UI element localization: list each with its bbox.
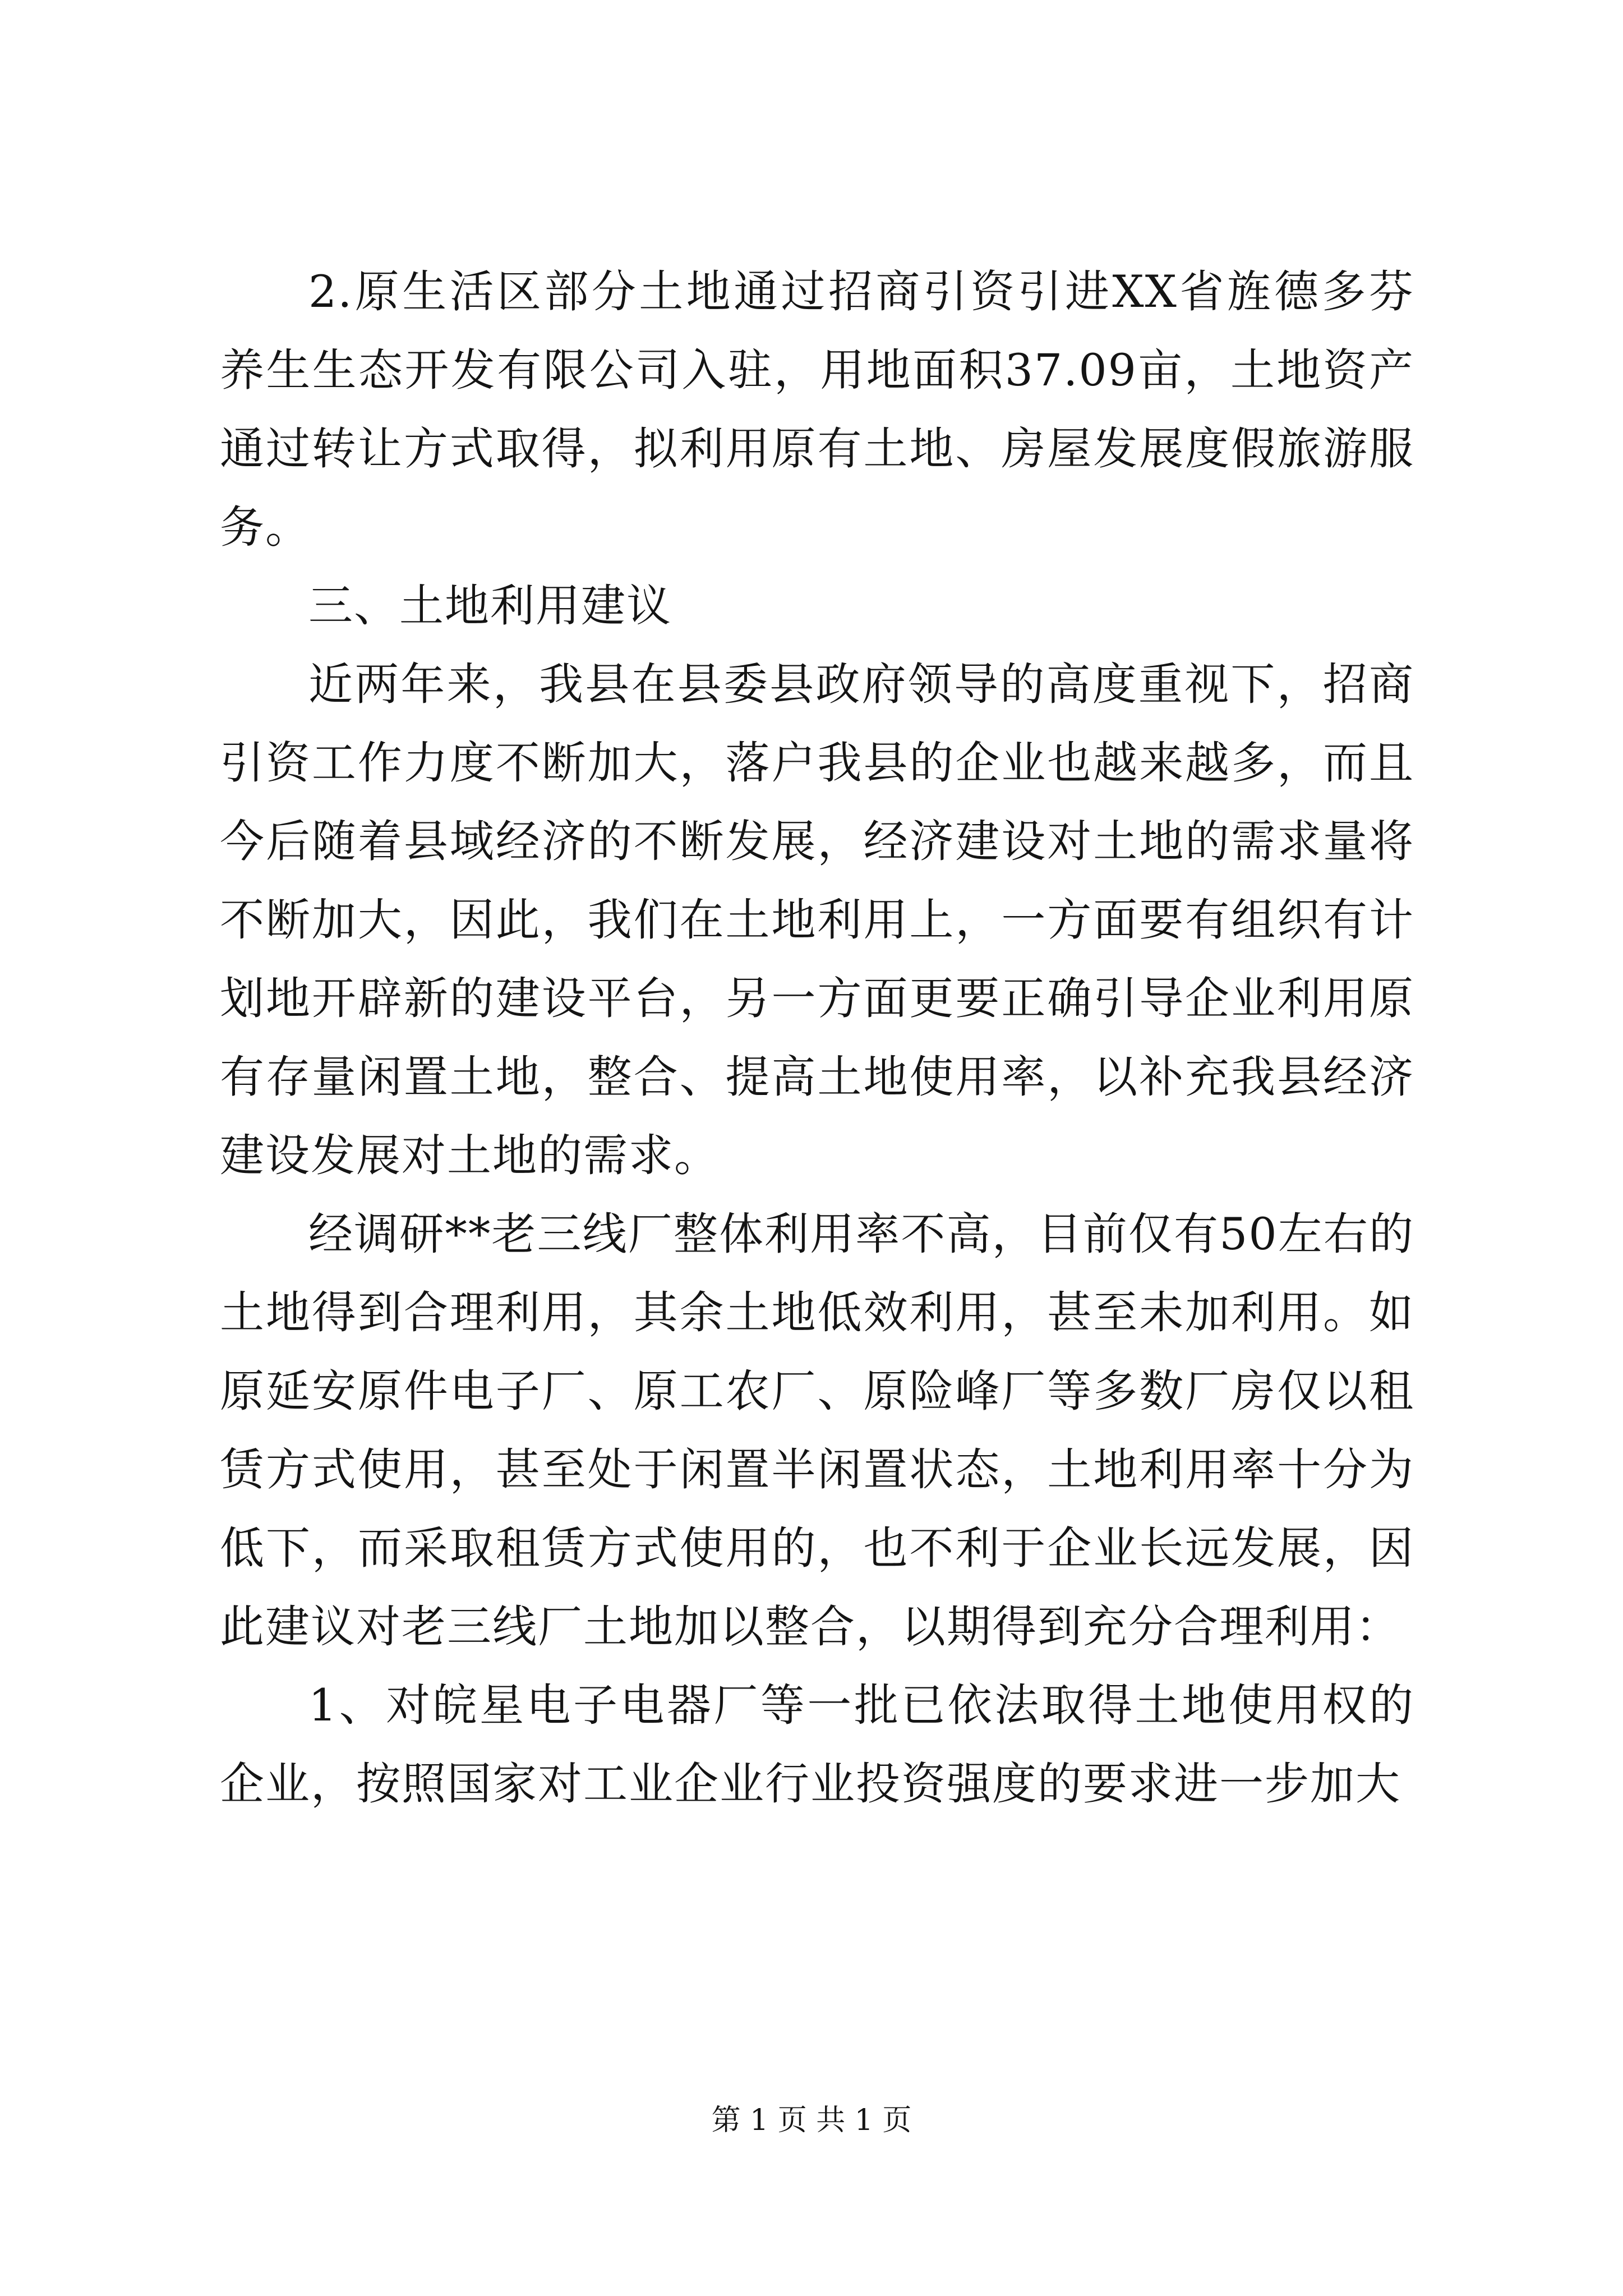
document-body (220, 252, 1414, 1823)
paragraph-land-transfer: 2.原生活区部分土地通过招商引资引进XX省旌德多芬养生生态开发有限公司入驻，用地面积37.09亩，土地资产通过转让方式取得，拟利用原有土地、房屋发展度假旅游服务。 (220, 266, 1414, 553)
paragraph-survey-findings: 经调研**老三线厂整体利用率不高，目前仅有50左右的土地得到合理利用，其余土地低效利用，甚至未加利用。如原延安原件电子厂、原工农厂、原险峰厂等多数厂房仅以租赁方式使用，甚至处于闲置半闲置状态，土地利用率十分为低下，而采取租赁方式使用的，也不利于企业长远发展，因此建议对老三线厂土地加以整合，以期得到充分合理利用： (220, 1208, 1414, 1653)
paragraph-investment-background: 近两年来，我县在县委县政府领导的高度重视下，招商引资工作力度不断加大，落户我县的企业也越来越多，而且今后随着县域经济的不断发展，经济建设对土地的需求量将不断加大，因此，我们在土地利用上，一方面要有组织有计划地开辟新的建设平台，另一方面更要正确引导企业利用原有存量闲置土地，整合、提高土地使用率，以补充我县经济建设发展对土地的需求。 (220, 659, 1414, 1181)
page-footer: 第 1 页 共 1 页 (711, 2104, 912, 2137)
paragraph-suggestion-1: 1、对皖星电子电器厂等一批已依法取得土地使用权的企业，按照国家对工业企业行业投资强度的要求进一步加大 (220, 1680, 1414, 1810)
section-heading-land-use-suggestions: 三、土地利用建议 (308, 580, 672, 632)
